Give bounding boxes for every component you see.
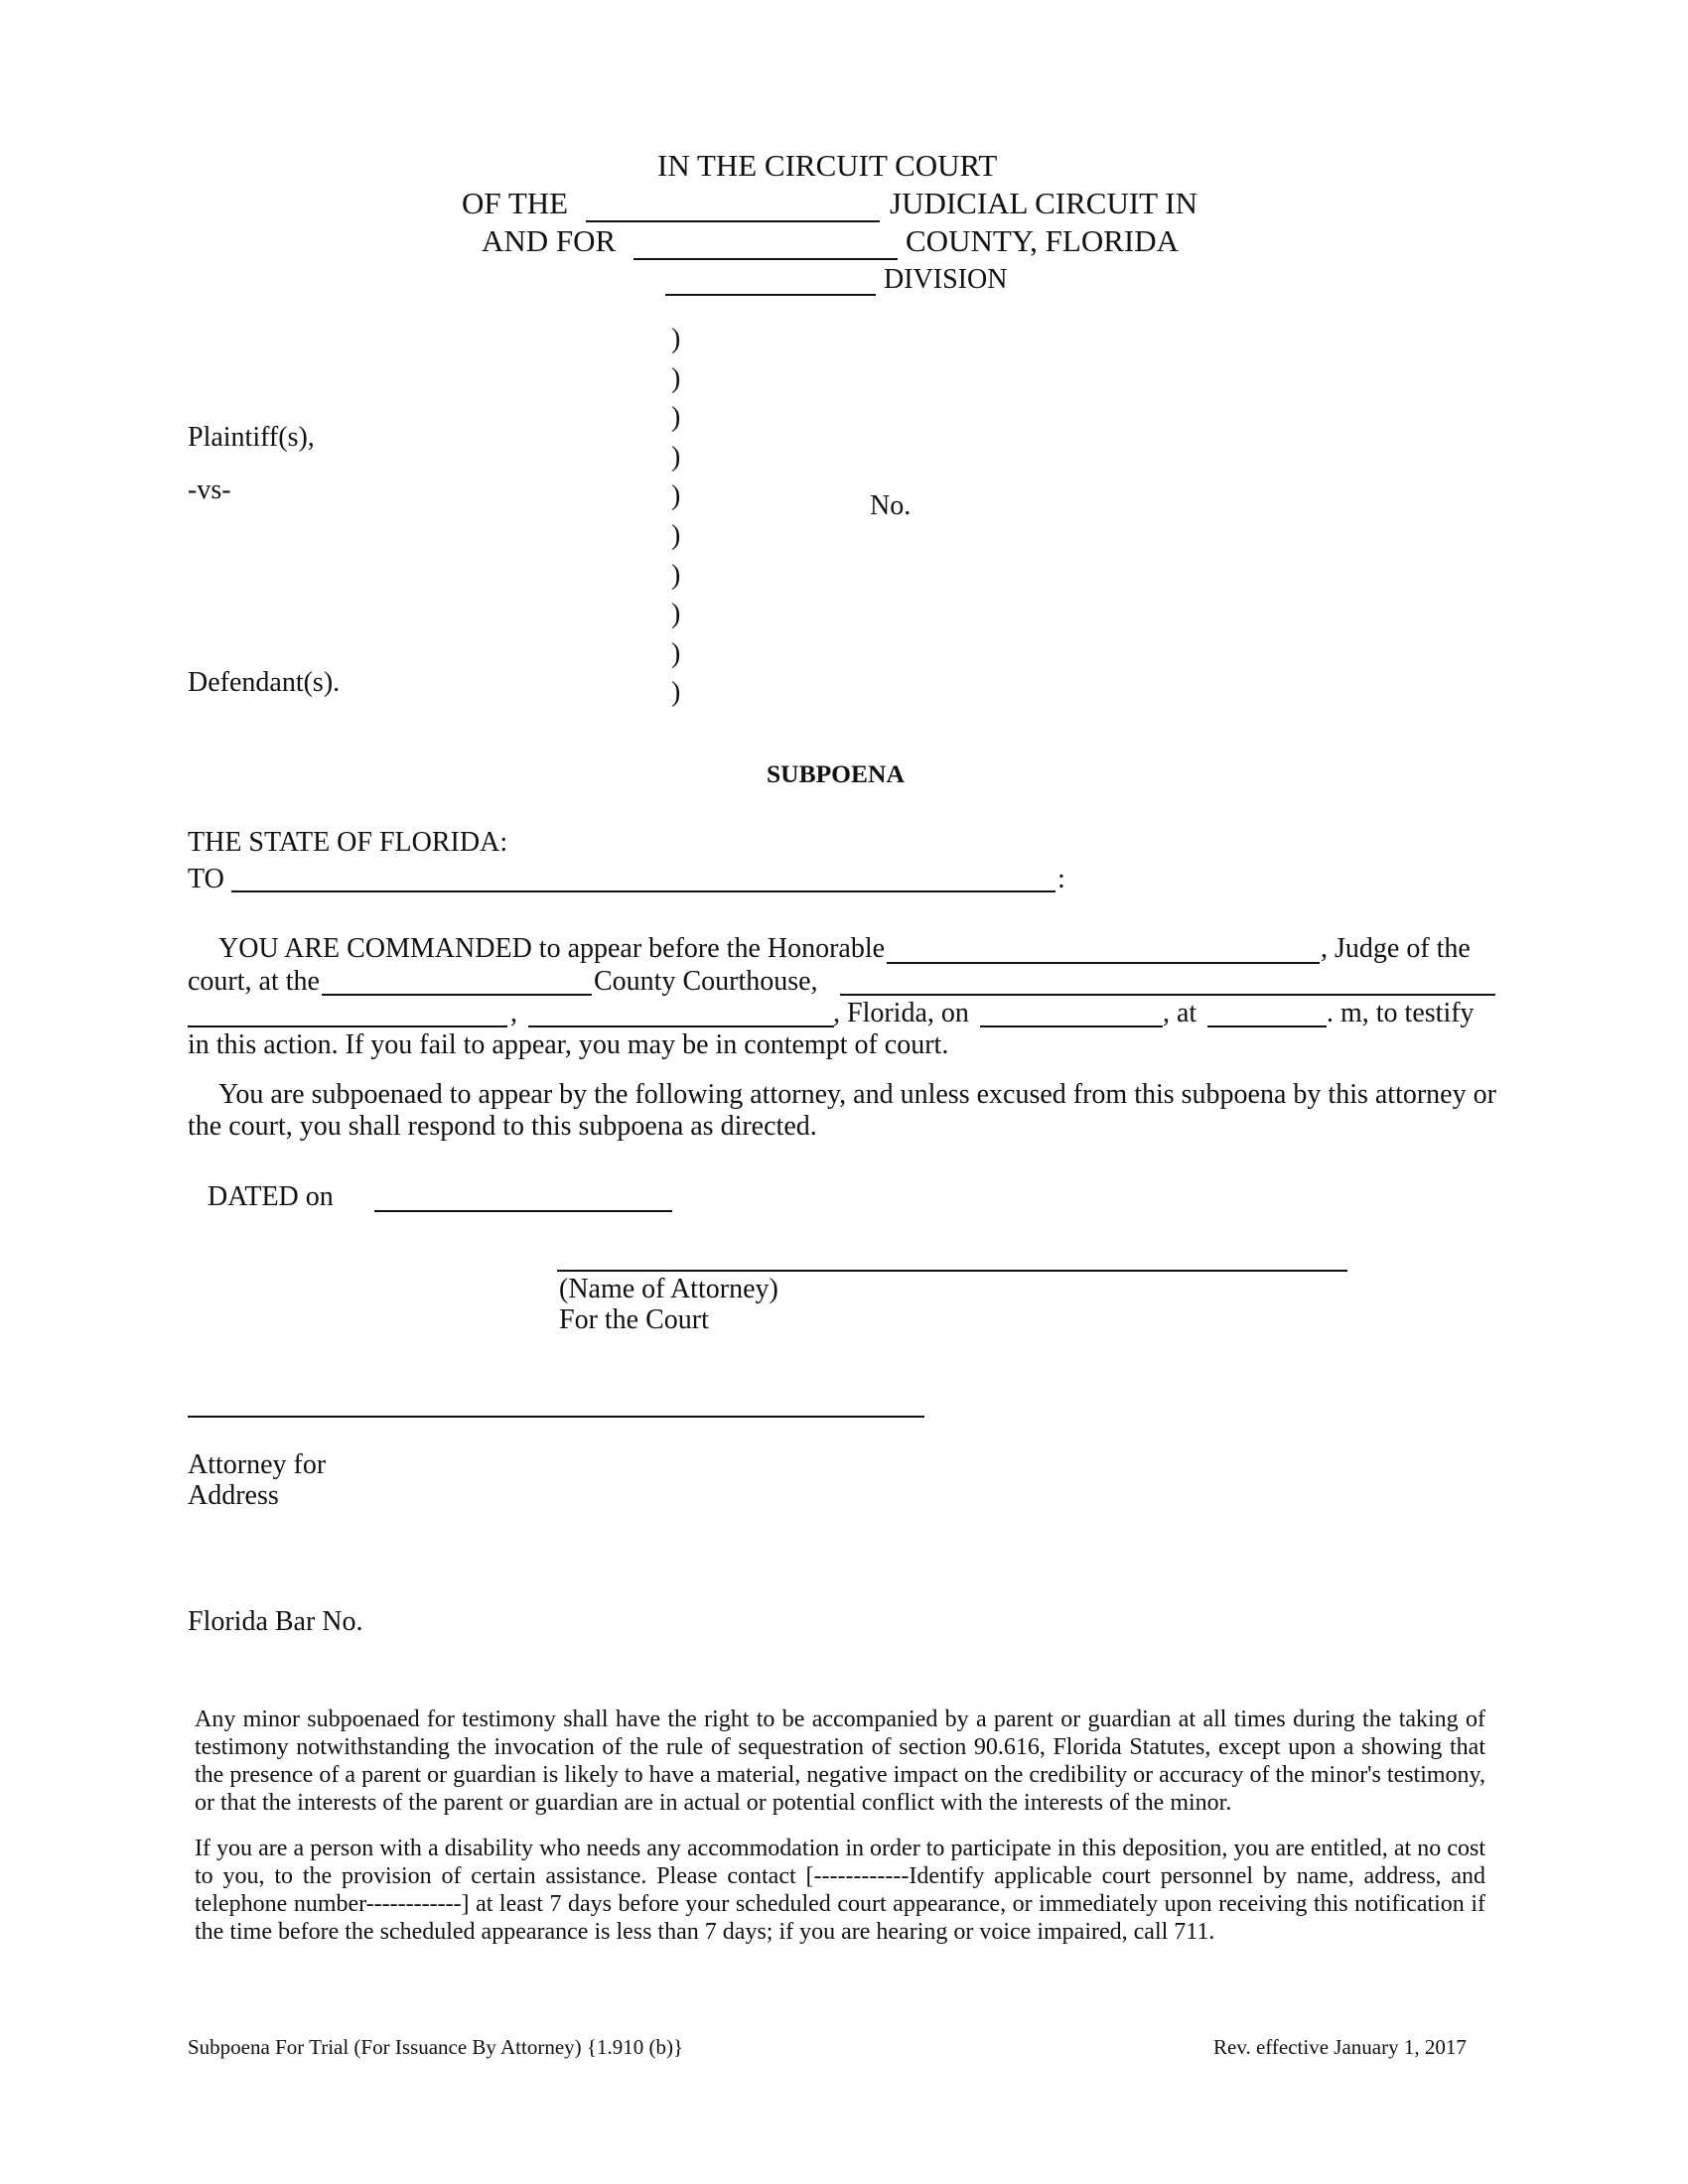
minor-notice: Any minor subpoenaed for testimony shall have the right to be accompanied by a parent or guardian at all times during the taking of testimony notwithstanding the invocation of the rule of sequestration of section 90.616, Florida Statutes, except upon a showing that the presence of a parent or guardian is likely to have a material, negative impact on the credibility or accuracy of the minor's testimony, or that the interests of the parent or guardian are in actual or potential conflict with the interests of the minor.: [195, 1706, 1485, 1816]
court-header-division: DIVISION: [884, 264, 1008, 295]
caption-paren: ): [671, 519, 681, 551]
versus-label: -vs-: [188, 475, 231, 505]
court-header-county-florida: COUNTY, FLORIDA: [906, 223, 1180, 258]
caption-paren: ): [671, 480, 681, 512]
florida-on-text: , Florida, on: [833, 998, 969, 1028]
caption-paren: ): [671, 637, 681, 669]
appearance-date-blank[interactable]: [980, 1025, 1163, 1027]
caption-paren: ): [671, 362, 681, 394]
document-title: SUBPOENA: [767, 759, 905, 788]
court-header-judicial-circuit: JUDICIAL CIRCUIT IN: [890, 186, 1197, 220]
caption-paren: ): [671, 324, 681, 354]
at-text: , at: [1163, 998, 1197, 1028]
addressee-blank[interactable]: [231, 890, 1055, 892]
dated-blank[interactable]: [374, 1210, 672, 1212]
court-at-the-text: court, at the: [188, 966, 320, 997]
to-label: TO: [188, 864, 224, 894]
attorney-for-label: Attorney for: [188, 1449, 327, 1480]
disability-notice: If you are a person with a disability who needs any accommodation in order to participate in this deposition, you are entitled, at no cost to you, to the provision of certain assistance. Please contact [------------Identify applicable court personnel by name, address, and telephone number------------] at least 7 days before your scheduled court appearance, or immediately upon receiving this notification if the time before the scheduled appearance is less than 7 days; if you are hearing or voice impaired, call 711.: [195, 1836, 1485, 1945]
contempt-warning-text: in this action. If you fail to appear, you may be in contempt of court.: [188, 1029, 949, 1060]
address-line-blank-2[interactable]: [528, 1025, 834, 1027]
court-header-of-the: OF THE: [462, 186, 569, 220]
m-to-testify-text: . m, to testify: [1327, 998, 1475, 1028]
judge-name-blank[interactable]: [887, 962, 1320, 964]
division-blank[interactable]: [665, 294, 876, 296]
address-label: Address: [188, 1480, 279, 1511]
command-text-part1: YOU ARE COMMANDED to appear before the Honorable: [218, 933, 886, 964]
caption-paren: ): [671, 677, 681, 709]
for-the-court-label: For the Court: [559, 1304, 709, 1335]
caption-paren: ): [671, 441, 681, 473]
address-line-blank-1[interactable]: [188, 1025, 507, 1027]
courthouse-address-blank[interactable]: [840, 994, 1495, 996]
court-header-and-for: AND FOR: [482, 223, 617, 258]
state-of-florida-label: THE STATE OF FLORIDA:: [188, 827, 508, 858]
caption-parenthesis-column: [671, 320, 691, 713]
footer-form-name: Subpoena For Trial (For Issuance By Attorney) {1.910 (b)}: [188, 2035, 684, 2059]
plaintiff-label: Plaintiff(s),: [188, 422, 315, 453]
county-blank[interactable]: [633, 258, 898, 260]
florida-bar-no-label: Florida Bar No.: [188, 1606, 363, 1637]
addressee-colon: :: [1057, 864, 1065, 894]
attorney-name-line[interactable]: [188, 1416, 924, 1418]
caption-paren: ): [671, 599, 681, 630]
attorney-signature-line[interactable]: [557, 1270, 1347, 1272]
appearance-time-blank[interactable]: [1207, 1025, 1327, 1027]
county-courthouse-text: County Courthouse,: [594, 966, 818, 997]
case-number-label: No.: [870, 490, 912, 521]
judge-of-the-text: , Judge of the: [1321, 933, 1471, 964]
courthouse-county-blank[interactable]: [322, 994, 592, 996]
caption-paren: ): [671, 559, 681, 591]
attorney-paragraph: You are subpoenaed to appear by the following attorney, and unless excused from this subpoena by this attorney or the court, you shall respond to this subpoena as directed.: [188, 1079, 1496, 1142]
footer-revision: Rev. effective January 1, 2017: [1213, 2035, 1467, 2059]
court-header-line1: IN THE CIRCUIT COURT: [657, 148, 998, 183]
name-of-attorney-label: (Name of Attorney): [559, 1274, 778, 1304]
address-comma: ,: [510, 998, 517, 1028]
judicial-circuit-blank[interactable]: [586, 220, 880, 222]
defendant-label: Defendant(s).: [188, 667, 341, 698]
dated-on-label: DATED on: [208, 1181, 334, 1212]
caption-paren: ): [671, 402, 681, 434]
